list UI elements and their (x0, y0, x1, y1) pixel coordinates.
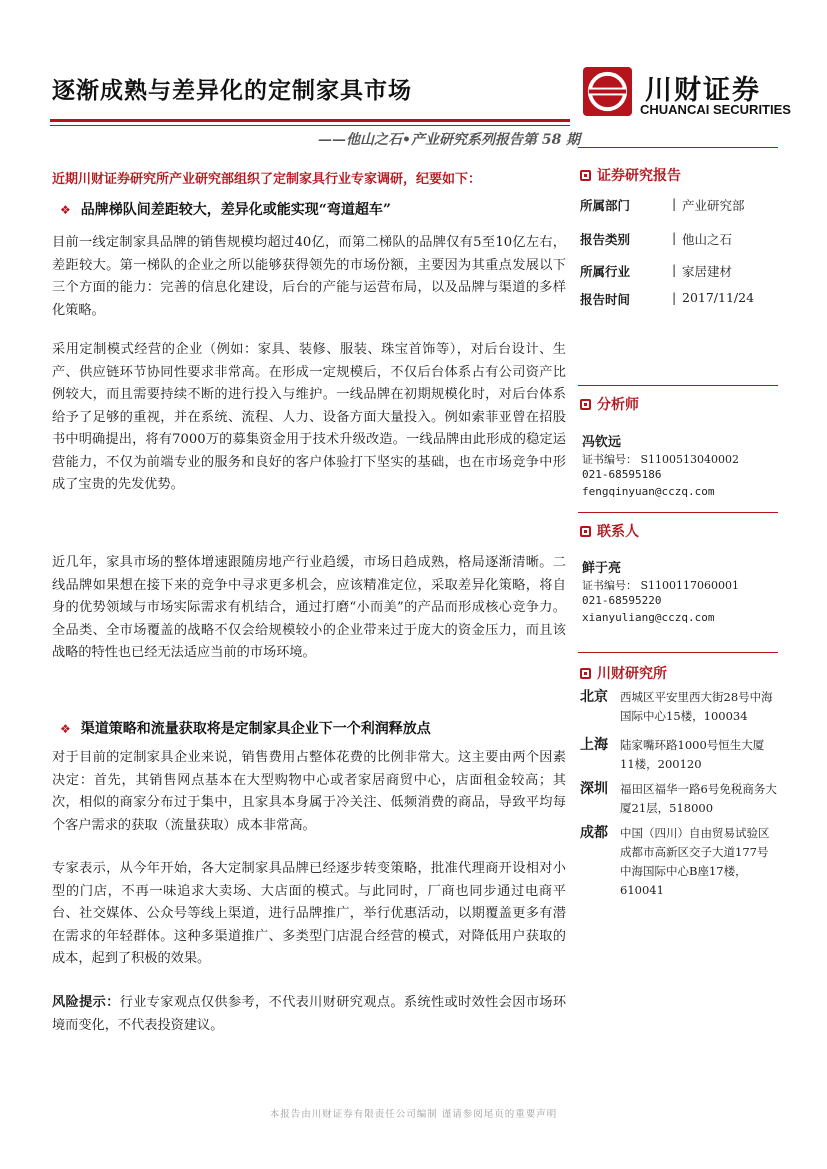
risk-warning (52, 992, 566, 1037)
office-address-shenzhen: 福田区福华一路6号免税商务大厦21层，518000 (620, 782, 777, 815)
office-address-shanghai: 陆家嘴环路1000号恒生大厦11楼，200120 (620, 738, 765, 771)
office-city-shanghai: 上海 (580, 737, 608, 753)
office-city-beijing: 北京 (580, 689, 608, 705)
section-square-icon (580, 526, 591, 537)
info-value-category: 他山之石 (682, 232, 733, 247)
analyst-phone: 021-68595186 (582, 468, 662, 481)
info-label-date: 报告时间 (580, 292, 631, 307)
logo-text-en: CHUANCAI SECURITIES (640, 102, 791, 117)
section-square-icon (580, 399, 591, 410)
page-footer-disclaimer: 本报告由川财证券有限责任公司编制 谨请参阅尾页的重要声明 (269, 1109, 558, 1120)
section-heading-2 (60, 718, 431, 738)
contact-name: 鲜于亮 (582, 561, 622, 576)
info-value-industry: 家居建材 (682, 264, 733, 279)
info-value-department: 产业研究部 (682, 198, 745, 213)
paragraph: 对于目前的定制家具企业来说，销售费用占整体花费的比例非常大。这主要由两个因素决定：首先，其销售网点基本在大型购物中心或者家居商贸中心，店面租金较高；其次，相似的商家分布过于集中，且家具本身属于冷关注、低频消费的商品，导致平均每个客户需求的获取（流量获取）成本非常高。 (52, 750, 566, 833)
office-address-beijing: 西城区平安里西大街28号中海国际中心15楼，100034 (620, 690, 773, 723)
logo-text-cn: 川财证券 (645, 75, 761, 106)
chuancai-logo-icon (583, 67, 632, 116)
diamond-bullet-icon: ❖ (60, 203, 71, 217)
diamond-bullet-icon: ❖ (60, 722, 71, 736)
contact-email: xianyuliang@cczq.com (582, 611, 715, 624)
office-address-chengdu: 中国（四川）自由贸易试验区成都市高新区交子大道177号中海国际中心B座17楼，610041 (620, 826, 770, 897)
section-heading-text: 渠道策略和流量获取将是定制家具企业下一个利润释放点 (80, 721, 431, 737)
office-city-chengdu: 成都 (580, 825, 608, 841)
paragraph: 目前一线定制家具品牌的销售规模均超过40亿，而第二梯队的品牌仅有5至10亿左右，差距较大。第一梯队的企业之所以能够获得领先的市场份额，主要因为其重点发展以下三个方面的能力：完善的信息化建设，后台的产能与运营布局，以及品牌与渠道的多样化策略。 (52, 235, 566, 318)
info-separator: | (672, 230, 677, 245)
sidebar-section-title: 证券研究报告 (597, 168, 681, 184)
sidebar-section-title: 联系人 (597, 524, 639, 540)
paragraph: 专家表示，从今年开始，各大定制家具品牌已经逐步转变策略，批准代理商开设相对小型的门店，不再一味追求大卖场、大店面的模式。与此同时，厂商也同步通过电商平台、社交媒体、公众号等线上渠道，进行品牌推广，举行优惠活动，以期覆盖更多有潜在需求的年轻群体。这种多渠道推广、多类型门店混合经营的模式，对降低用户获取的成本，起到了积极的效果。 (52, 861, 566, 966)
info-value-date: 2017/11/24 (682, 290, 755, 305)
office-city-shenzhen: 深圳 (580, 781, 608, 797)
info-label-category: 报告类别 (580, 232, 631, 247)
analyst-name: 冯钦远 (582, 435, 622, 450)
info-separator: | (672, 262, 677, 277)
report-series-subtitle: ——他山之石•产业研究系列报告第 58 期 (318, 132, 581, 148)
title-rule-thick (50, 119, 570, 122)
contact-phone: 021-68595220 (582, 594, 662, 607)
sidebar-top-rule (578, 147, 778, 148)
sidebar-section-title: 川财研究所 (597, 666, 667, 682)
sidebar-section-report (580, 165, 681, 185)
paragraph: 采用定制模式经营的企业（例如：家具、装修、服装、珠宝首饰等），对后台设计、生产、供应链环节协同性要求非常高。在形成一定规模后，不仅后台体系占有公司资产比例较大，而且需要持续不断的进行投入与维护。一线品牌在初期规模化时，对后台体系给予了足够的重视，并在系统、流程、人力、设备方面大量投入。例如索菲亚曾在招股书中明确提出，将有7000万的募集资金用于技术升级改造。一线品牌由此形成的稳定运营能力，不仅为前端专业的服务和良好的客户体验打下坚实的基础，也在市场竞争中形成了宝贵的先发优势。 (52, 342, 566, 492)
sidebar-section-institute (580, 663, 667, 683)
section-heading-1 (60, 199, 391, 219)
section-heading-text: 品牌梯队间差距较大，差异化或能实现“弯道超车” (80, 202, 391, 218)
sidebar-section-contact (580, 521, 639, 541)
risk-text: 行业专家观点仅供参考，不代表川财研究观点。系统性或时效性会因市场环境而变化，不代表投资建议。 (52, 995, 567, 1033)
sidebar-rule (578, 512, 778, 513)
sidebar-rule (578, 385, 778, 386)
info-label-industry: 所属行业 (580, 264, 631, 279)
sidebar-section-title: 分析师 (597, 397, 639, 413)
analyst-email: fengqinyuan@cczq.com (582, 485, 715, 498)
paragraph: 近几年，家具市场的整体增速跟随房地产行业趋缓，市场日趋成熟，格局逐渐清晰。二线品牌如果想在接下来的竞争中寻求更多机会，应该精准定位，采取差异化策略，将自身的优势领域与市场实际需求有机结合，通过打磨“小而美”的产品而形成核心竞争力。全品类、全市场覆盖的战略不仅会给规模较小的企业带来过于庞大的资金压力，而且该战略的特性也已经无法适应当前的市场环境。 (52, 555, 566, 660)
info-separator: | (672, 290, 677, 305)
info-label-department: 所属部门 (580, 198, 631, 213)
sidebar-rule (578, 652, 778, 653)
sidebar-section-analyst (580, 394, 639, 414)
section-square-icon (580, 170, 591, 181)
title-rule-thin (50, 125, 570, 126)
risk-label: 风险提示： (52, 995, 120, 1010)
report-title: 逐渐成熟与差异化的定制家具市场 (52, 77, 412, 104)
contact-cert: 证书编号： S1100117060001 (582, 579, 740, 592)
lead-sentence: 近期川财证券研究所产业研究部组织了定制家具行业专家调研，纪要如下： (52, 172, 482, 187)
analyst-cert: 证书编号： S1100513040002 (582, 453, 740, 466)
section-square-icon (580, 668, 591, 679)
info-separator: | (672, 196, 677, 211)
